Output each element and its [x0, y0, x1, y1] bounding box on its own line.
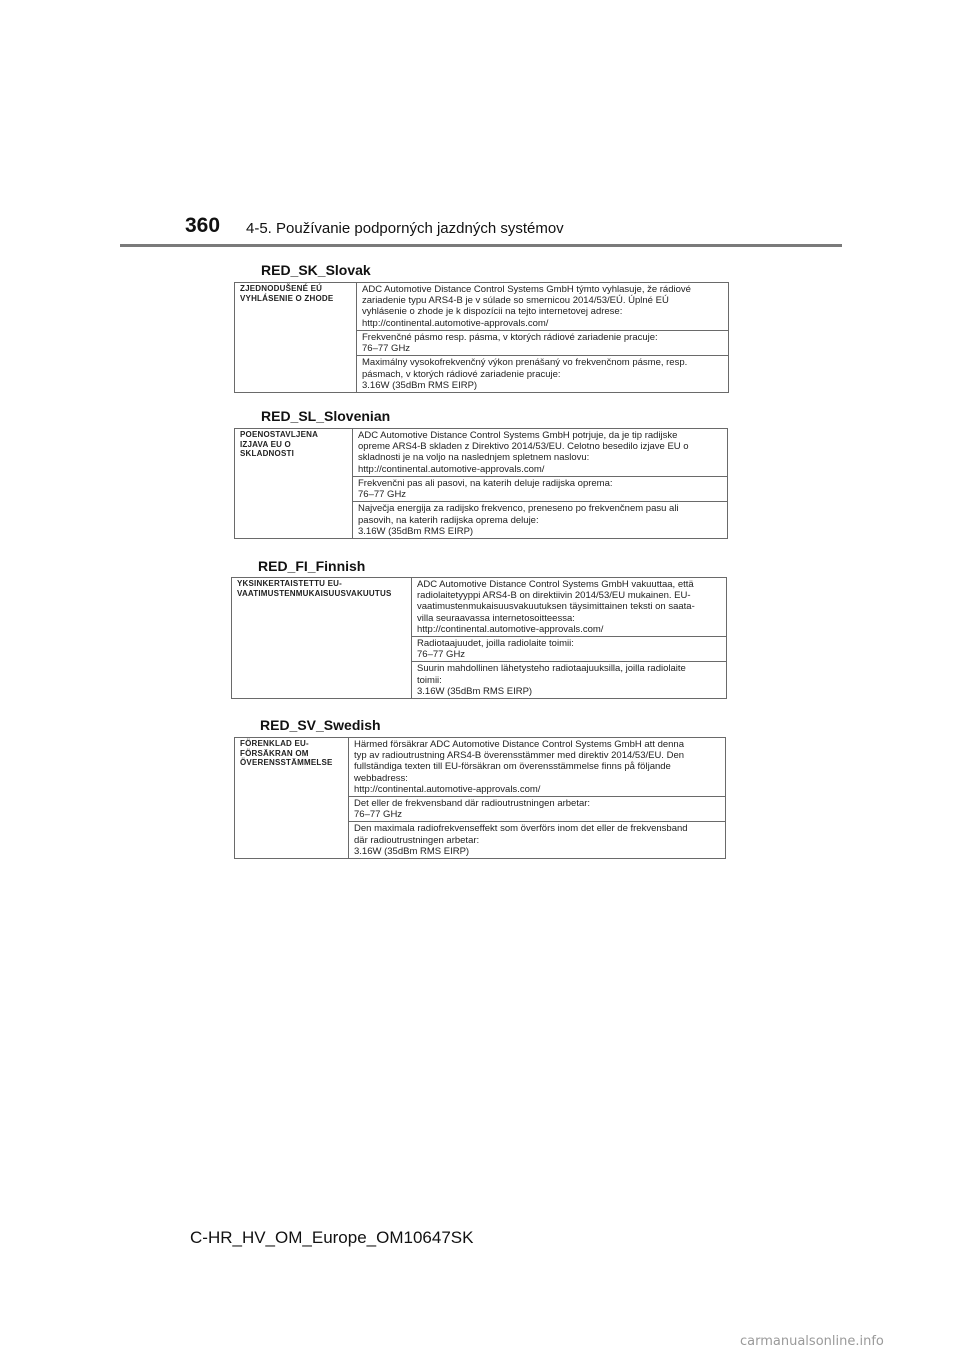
table-cell: Härmed försäkrar ADC Automotive Distance Control Systems GmbH att denna typ av radioutrustning ARS4-B överensstämmer med direktiv 2014/53/EU. Den fullständiga texten till EU-försäkran om överensstämmelse finns på följande webbadress: http://continental.automotive-approvals.com/	[349, 738, 726, 797]
table-cell: Maximálny vysokofrekvenčný výkon prenášaný vo frekvenčnom pásme, resp. pásmach, v ktorých rádiové zariadenie pracuje: 3.16W (35dBm RMS EIRP)	[357, 356, 729, 393]
table-cell: Det eller de frekvensband där radioutrustningen arbetar: 76–77 GHz	[349, 797, 726, 822]
section-title-slovenian: RED_SL_Slovenian	[261, 408, 391, 424]
table-cell: Največja energija za radijsko frekvenco, preneseno po frekvenčnem pasu ali pasovih, na katerih radijska oprema deluje: 3.16W (35dBm RMS EIRP)	[353, 502, 728, 539]
page-number: 360	[185, 214, 221, 237]
table-cell: Den maximala radiofrekvenseffekt som överförs inom det eller de frekvensband där radioutrustningen arbetar: 3.16W (35dBm RMS EIRP)	[349, 822, 726, 859]
footer-code: C-HR_HV_OM_Europe_OM10647SK	[190, 1228, 474, 1247]
table-cell: Suurin mahdollinen lähetysteho radiotaajuuksilla, joilla radiolaite toimii: 3.16W (35dBm RMS EIRP)	[412, 662, 727, 699]
table-cell: ADC Automotive Distance Control Systems GmbH potrjuje, da je tip radijske opreme ARS4-B skladen z Direktivo 2014/53/EU. Celotno besedilo izjave EU o skladnosti je na voljo na naslednjem spletnem naslovu: http://continental.automotive-approvals.com/	[353, 429, 728, 477]
declaration-table-slovak	[234, 282, 729, 393]
table-cell: Frekvenčni pas ali pasovi, na katerih deluje radijska oprema: 76–77 GHz	[353, 477, 728, 502]
watermark[interactable]: carmanualsonline.info	[740, 1334, 884, 1349]
table-label-cell: FÖRENKLAD EU- FÖRSÄKRAN OM ÖVERENSSTÄMMELSE	[235, 738, 349, 859]
table-cell: ADC Automotive Distance Control Systems GmbH týmto vyhlasuje, že rádiové zariadenie typu ARS4-B je v súlade so smernicou 2014/53/EÚ. Úplné EÚ vyhlásenie o zhode je k dispozícii na tejto internetovej adrese: http://continental.automotive-approvals.com/	[357, 283, 729, 331]
section-title-slovak: RED_SK_Slovak	[261, 262, 371, 278]
section-title-swedish: RED_SV_Swedish	[260, 717, 381, 733]
section-title-finnish: RED_FI_Finnish	[258, 558, 366, 574]
declaration-table-slovenian	[234, 428, 728, 539]
table-cell: Frekvenčné pásmo resp. pásma, v ktorých rádiové zariadenie pracuje: 76–77 GHz	[357, 331, 729, 356]
table-cell: ADC Automotive Distance Control Systems GmbH vakuuttaa, että radiolaitetyyppi ARS4-B on direktiivin 2014/53/EU mukainen. EU- vaatimustenmukaisuusvakuutuksen täysimittainen teksti on saata- villa seuraavassa internetosoitteessa: http://continental.automotive-approvals.com/	[412, 578, 727, 637]
header-title: 4-5. Používanie podporných jazdných systémov	[246, 220, 564, 237]
table-cell: Radiotaajuudet, joilla radiolaite toimii: 76–77 GHz	[412, 637, 727, 662]
declaration-table-swedish	[234, 737, 726, 859]
table-label-cell: ZJEDNODUŠENÉ EÚ VYHLÁSENIE O ZHODE	[235, 283, 357, 393]
declaration-table-finnish	[231, 577, 727, 699]
header-rule	[120, 244, 842, 247]
table-label-cell: POENOSTAVLJENA IZJAVA EU O SKLADNOSTI	[235, 429, 353, 539]
table-label-cell: YKSINKERTAISTETTU EU- VAATIMUSTENMUKAISUUSVAKUUTUS	[232, 578, 412, 699]
